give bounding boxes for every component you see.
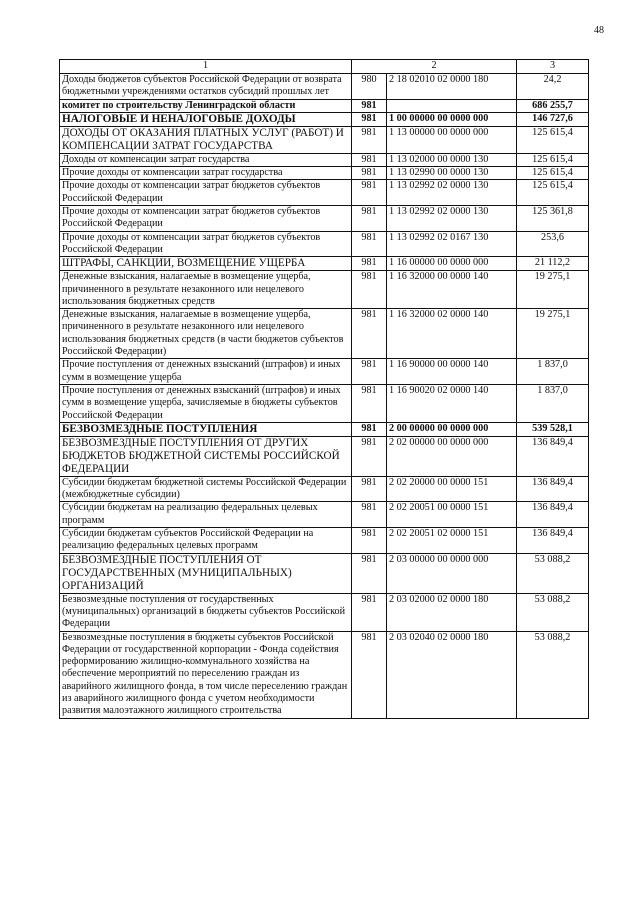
row-classification-cell: 1 13 02992 02 0000 130	[387, 206, 517, 232]
row-admin-code-cell: 981	[352, 271, 387, 309]
row-name-cell: Безвозмездные поступления от государственных (муниципальных) организаций в бюджеты субъектов Российской Федерации	[60, 593, 352, 631]
row-amount-cell: 136 849,4	[517, 476, 589, 502]
row-admin-code-cell: 981	[352, 436, 387, 476]
table-row	[60, 309, 589, 359]
table-row	[60, 180, 589, 206]
row-classification-cell: 1 16 00000 00 0000 000	[387, 257, 517, 271]
row-amount-cell: 136 849,4	[517, 528, 589, 554]
table-row	[60, 271, 589, 309]
row-admin-code-cell: 981	[352, 231, 387, 257]
row-amount-cell: 1 837,0	[517, 384, 589, 422]
table-row	[60, 631, 589, 718]
row-admin-code-cell: 981	[352, 476, 387, 502]
row-classification-cell: 1 16 32000 00 0000 140	[387, 271, 517, 309]
row-name-cell: Денежные взыскания, налагаемые в возмещение ущерба, причиненного в результате незаконного или нецелевого использования бюджетных средств	[60, 271, 352, 309]
table-row	[60, 422, 589, 436]
row-name-cell: Прочие доходы от компенсации затрат бюджетов субъектов Российской Федерации	[60, 231, 352, 257]
row-amount-cell: 125 361,8	[517, 206, 589, 232]
row-amount-cell: 125 615,4	[517, 126, 589, 153]
row-admin-code-cell: 981	[352, 528, 387, 554]
table-row	[60, 359, 589, 385]
budget-revenue-table	[59, 59, 589, 719]
row-amount-cell: 125 615,4	[517, 167, 589, 180]
row-classification-cell: 1 16 90000 00 0000 140	[387, 359, 517, 385]
table-row	[60, 99, 589, 112]
table-row	[60, 112, 589, 126]
table-row	[60, 74, 589, 100]
row-admin-code-cell: 981	[352, 502, 387, 528]
row-amount-cell: 125 615,4	[517, 153, 589, 166]
row-classification-cell: 1 13 02992 02 0167 130	[387, 231, 517, 257]
table-row	[60, 528, 589, 554]
table-row	[60, 384, 589, 422]
row-admin-code-cell: 981	[352, 631, 387, 718]
row-name-cell: Субсидии бюджетам субъектов Российской Федерации на реализацию федеральных целевых программ	[60, 528, 352, 554]
header-col-3: 3	[517, 60, 589, 74]
row-classification-cell: 1 16 32000 02 0000 140	[387, 309, 517, 359]
table-row	[60, 126, 589, 153]
row-amount-cell: 146 727,6	[517, 112, 589, 126]
row-classification-cell: 2 03 02040 02 0000 180	[387, 631, 517, 718]
row-amount-cell: 136 849,4	[517, 436, 589, 476]
row-name-cell: БЕЗВОЗМЕЗДНЫЕ ПОСТУПЛЕНИЯ ОТ ГОСУДАРСТВЕННЫХ (МУНИЦИПАЛЬНЫХ) ОРГАНИЗАЦИЙ	[60, 553, 352, 593]
row-amount-cell: 539 528,1	[517, 422, 589, 436]
row-amount-cell: 125 615,4	[517, 180, 589, 206]
row-admin-code-cell: 981	[352, 359, 387, 385]
row-amount-cell: 253,6	[517, 231, 589, 257]
row-name-cell: Прочие поступления от денежных взысканий (штрафов) и иных сумм в возмещение ущерба	[60, 359, 352, 385]
row-classification-cell	[387, 99, 517, 112]
row-amount-cell: 136 849,4	[517, 502, 589, 528]
table-row	[60, 502, 589, 528]
row-admin-code-cell: 981	[352, 99, 387, 112]
row-admin-code-cell: 981	[352, 153, 387, 166]
row-admin-code-cell: 981	[352, 384, 387, 422]
row-admin-code-cell: 981	[352, 593, 387, 631]
row-name-cell: БЕЗВОЗМЕЗДНЫЕ ПОСТУПЛЕНИЯ	[60, 422, 352, 436]
row-name-cell: ШТРАФЫ, САНКЦИИ, ВОЗМЕЩЕНИЕ УЩЕРБА	[60, 257, 352, 271]
row-name-cell: Прочие доходы от компенсации затрат бюджетов субъектов Российской Федерации	[60, 180, 352, 206]
table-header-row	[60, 60, 589, 74]
row-admin-code-cell: 980	[352, 74, 387, 100]
row-amount-cell: 24,2	[517, 74, 589, 100]
table-row	[60, 167, 589, 180]
table-row	[60, 231, 589, 257]
header-col-2: 2	[352, 60, 517, 74]
row-admin-code-cell: 981	[352, 126, 387, 153]
row-amount-cell: 686 255,7	[517, 99, 589, 112]
row-name-cell: Субсидии бюджетам на реализацию федеральных целевых программ	[60, 502, 352, 528]
row-classification-cell: 2 02 20051 02 0000 151	[387, 528, 517, 554]
row-admin-code-cell: 981	[352, 206, 387, 232]
row-classification-cell: 2 02 00000 00 0000 000	[387, 436, 517, 476]
table-row	[60, 206, 589, 232]
row-classification-cell: 1 13 02992 02 0000 130	[387, 180, 517, 206]
row-classification-cell: 1 13 02000 00 0000 130	[387, 153, 517, 166]
row-name-cell: Прочие доходы от компенсации затрат государства	[60, 167, 352, 180]
row-name-cell: комитет по строительству Ленинградской области	[60, 99, 352, 112]
row-admin-code-cell: 981	[352, 112, 387, 126]
row-classification-cell: 2 03 02000 02 0000 180	[387, 593, 517, 631]
row-name-cell: Прочие поступления от денежных взысканий (штрафов) и иных сумм в возмещение ущерба, зачисляемые в бюджеты субъектов Российской Федерации	[60, 384, 352, 422]
row-classification-cell: 1 16 90020 02 0000 140	[387, 384, 517, 422]
header-col-1: 1	[60, 60, 352, 74]
row-classification-cell: 1 13 02990 00 0000 130	[387, 167, 517, 180]
row-classification-cell: 2 02 20051 00 0000 151	[387, 502, 517, 528]
table-row	[60, 436, 589, 476]
row-name-cell: Прочие доходы от компенсации затрат бюджетов субъектов Российской Федерации	[60, 206, 352, 232]
row-name-cell: Безвозмездные поступления в бюджеты субъектов Российской Федерации от государственной корпорации - Фонда содействия реформированию жилищно-коммунального хозяйства на обеспечение мероприятий по переселению граждан из аварийного жилищного фонда, в том числе переселению граждан из аварийного жилищного фонда с учетом необходимости развития малоэтажного жилищного строительства	[60, 631, 352, 718]
row-admin-code-cell: 981	[352, 553, 387, 593]
row-name-cell: БЕЗВОЗМЕЗДНЫЕ ПОСТУПЛЕНИЯ ОТ ДРУГИХ БЮДЖЕТОВ БЮДЖЕТНОЙ СИСТЕМЫ РОССИЙСКОЙ ФЕДЕРАЦИИ	[60, 436, 352, 476]
row-classification-cell: 2 18 02010 02 0000 180	[387, 74, 517, 100]
row-admin-code-cell: 981	[352, 309, 387, 359]
row-amount-cell: 21 112,2	[517, 257, 589, 271]
row-amount-cell: 19 275,1	[517, 271, 589, 309]
row-name-cell: Доходы от компенсации затрат государства	[60, 153, 352, 166]
row-name-cell: Денежные взыскания, налагаемые в возмещение ущерба, причиненного в результате незаконного или нецелевого использования бюджетных средств (в части бюджетов субъектов Российской Федерации)	[60, 309, 352, 359]
row-name-cell: ДОХОДЫ ОТ ОКАЗАНИЯ ПЛАТНЫХ УСЛУГ (РАБОТ) И КОМПЕНСАЦИИ ЗАТРАТ ГОСУДАРСТВА	[60, 126, 352, 153]
row-admin-code-cell: 981	[352, 422, 387, 436]
page-number: 48	[594, 25, 604, 36]
table-row	[60, 257, 589, 271]
row-amount-cell: 53 088,2	[517, 553, 589, 593]
row-classification-cell: 2 03 00000 00 0000 000	[387, 553, 517, 593]
row-admin-code-cell: 981	[352, 257, 387, 271]
row-amount-cell: 53 088,2	[517, 631, 589, 718]
row-admin-code-cell: 981	[352, 167, 387, 180]
row-amount-cell: 53 088,2	[517, 593, 589, 631]
table-row	[60, 476, 589, 502]
row-name-cell: Субсидии бюджетам бюджетной системы Российской Федерации (межбюджетные субсидии)	[60, 476, 352, 502]
row-amount-cell: 19 275,1	[517, 309, 589, 359]
table-row	[60, 553, 589, 593]
row-name-cell: Доходы бюджетов субъектов Российской Федерации от возврата бюджетными учреждениями остатков субсидий прошлых лет	[60, 74, 352, 100]
row-amount-cell: 1 837,0	[517, 359, 589, 385]
table-row	[60, 593, 589, 631]
row-classification-cell: 2 02 20000 00 0000 151	[387, 476, 517, 502]
row-admin-code-cell: 981	[352, 180, 387, 206]
row-classification-cell: 1 13 00000 00 0000 000	[387, 126, 517, 153]
row-name-cell: НАЛОГОВЫЕ И НЕНАЛОГОВЫЕ ДОХОДЫ	[60, 112, 352, 126]
table-row	[60, 153, 589, 166]
row-classification-cell: 1 00 00000 00 0000 000	[387, 112, 517, 126]
row-classification-cell: 2 00 00000 00 0000 000	[387, 422, 517, 436]
